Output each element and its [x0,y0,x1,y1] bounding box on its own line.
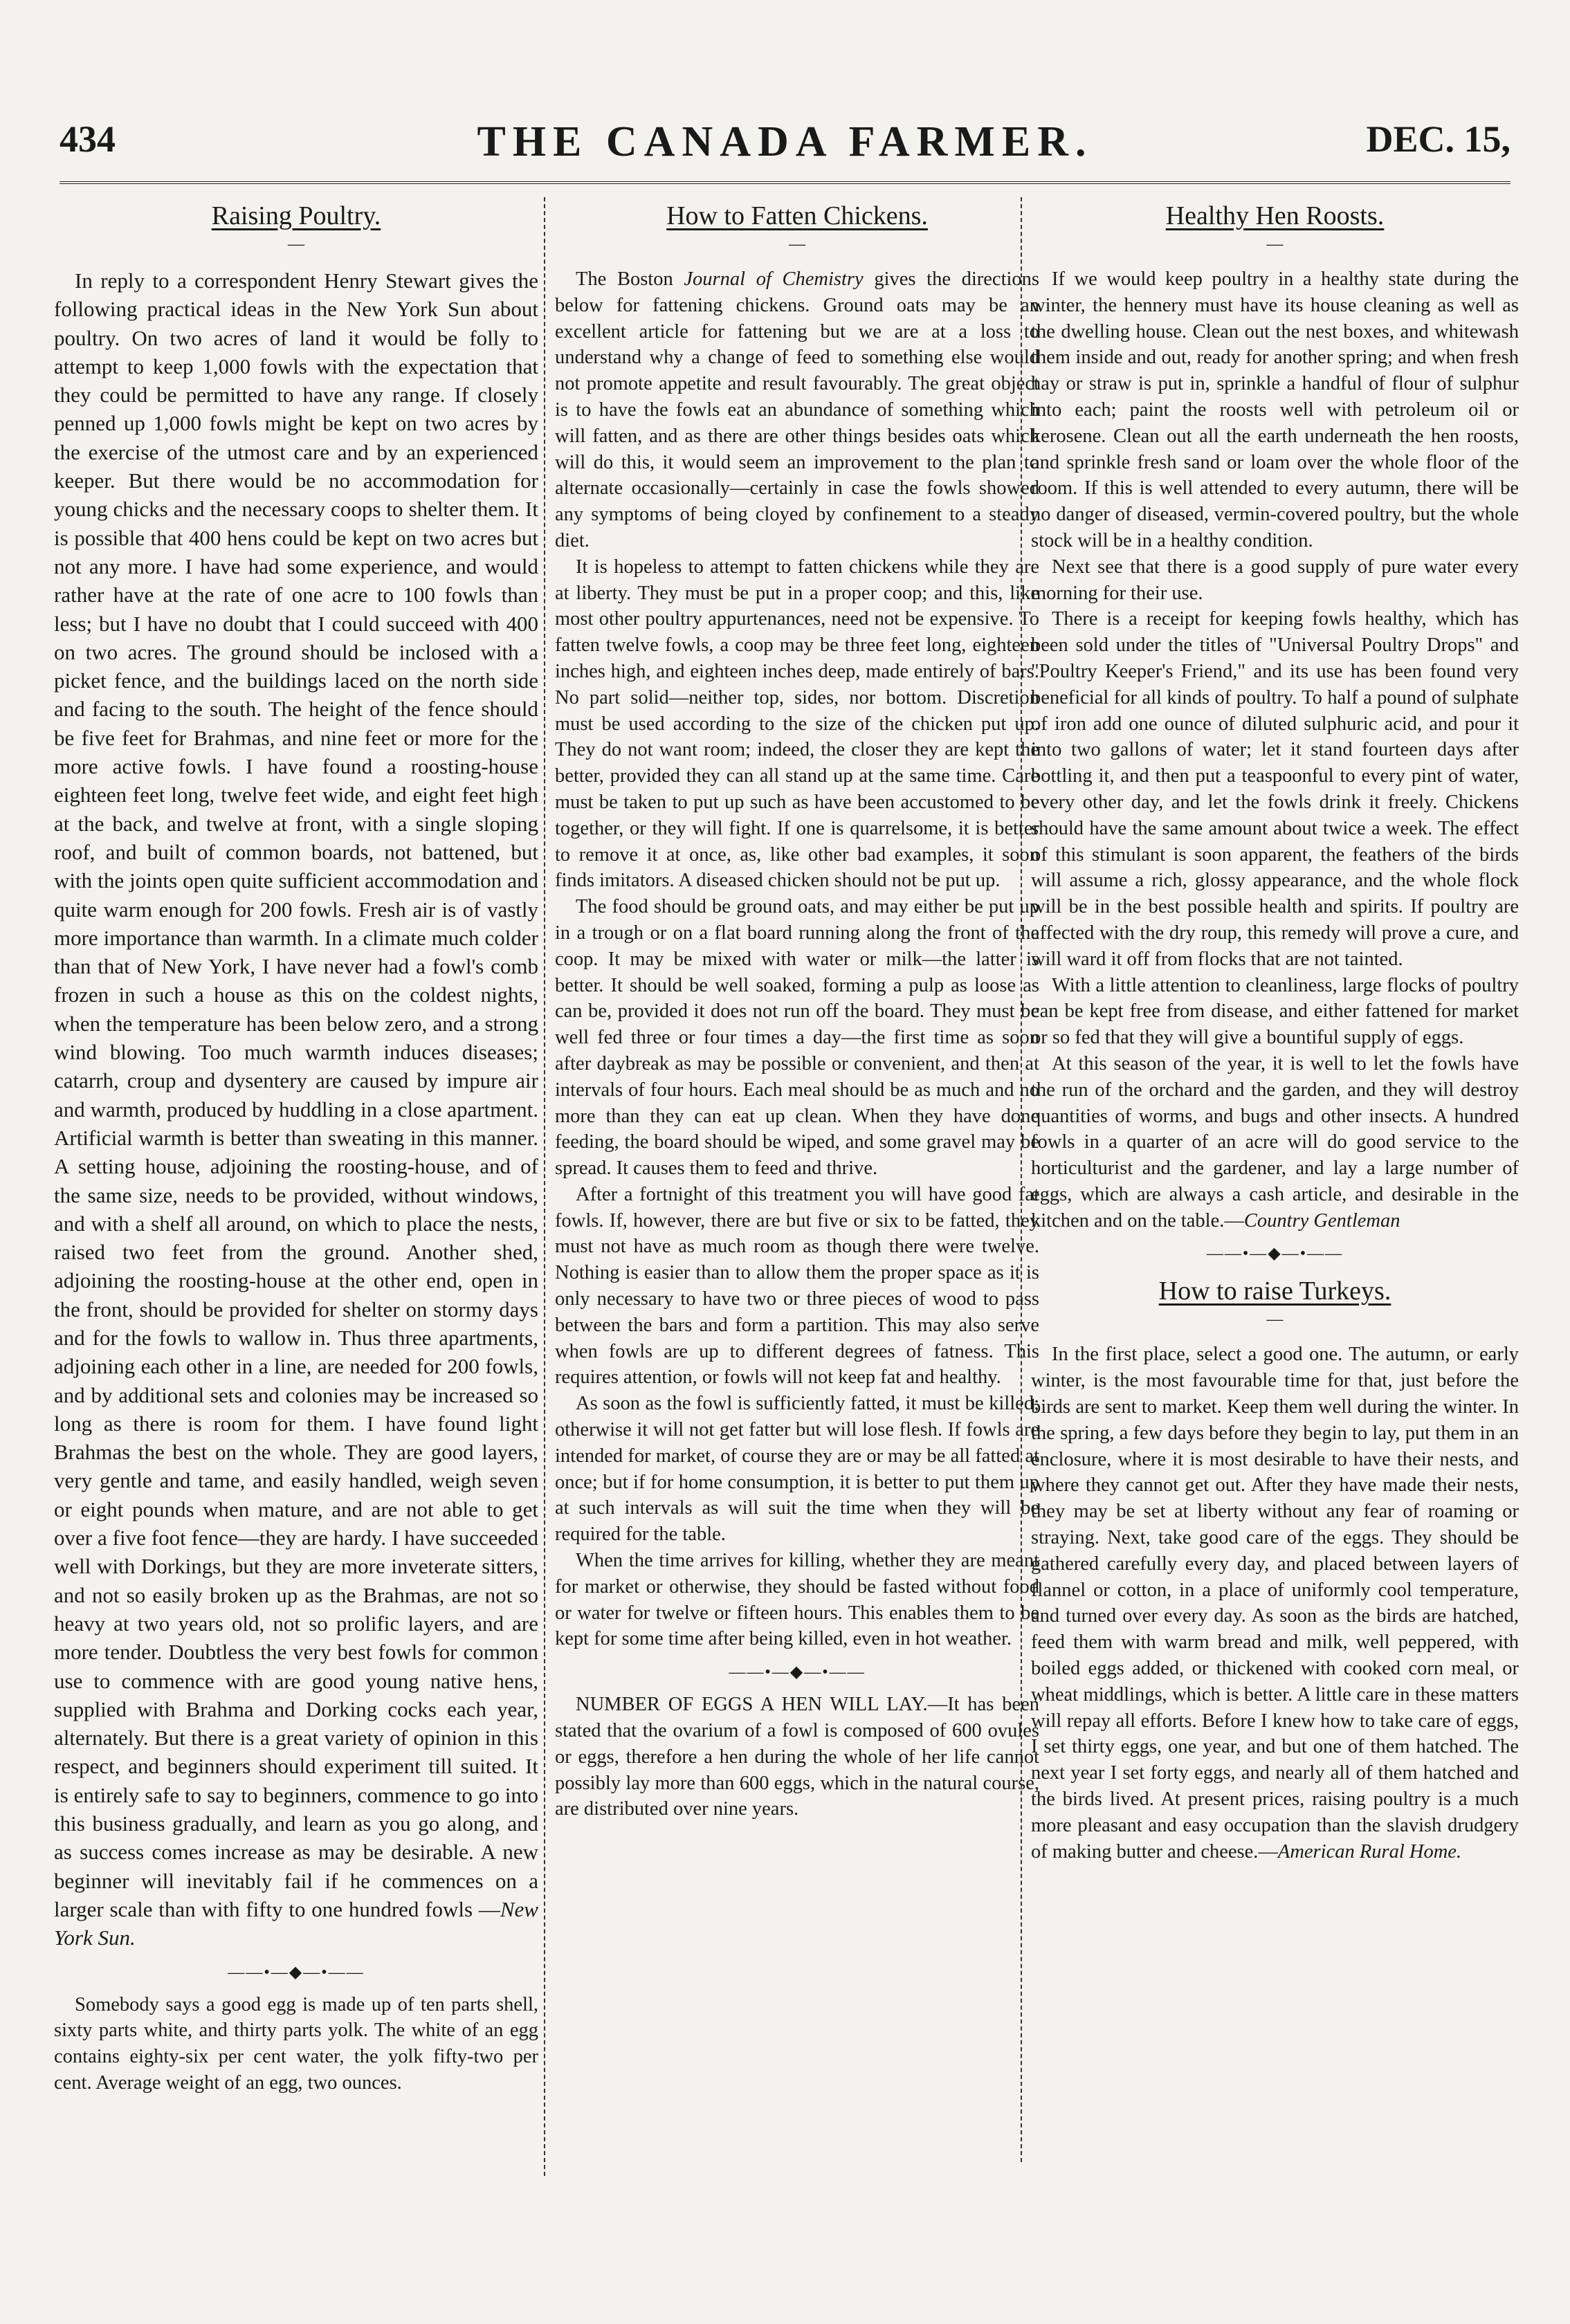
masthead-title: THE CANADA FARMER. [477,118,1093,165]
section-separator: ——•—◆—•—— [228,1963,365,1982]
paragraph-text: In reply to a correspondent Henry Stewart gives the following practical ideas in the New York Sun about poultry. On two acres of land it would be folly to attempt to keep 1,000 fowls with the expectation that they could be permitted to have any range. If closely penned up 1,000 fowls might be kept on two acres by the exercise of the utmost care and by an experienced keeper. But there would be no accommodation for young chicks and the necessary coops to shelter them. It is possible that 400 hens could be kept on two acres but not any more. I have had some experience, and would rather have at the rate of one acre to 100 fowls than less; but I have no doubt that I could succeed with 400 on two acres. The ground should be inclosed with a picket fence, and the buildings laced on the north side and facing to the south. The height of the fence should be five feet for Brahmas, and nine feet or more for the more active fowls. I have found a roosting-house eighteen feet long, twelve feet wide, and eight feet high at the back, and twelve at front, with a single sloping roof, and built of common boards, not battened, but with the joints open quite sufficient accommodation and quite warm enough for 200 fowls. Fresh air is of vastly more importance than warmth. In a climate much colder than that of New York, I have never had a fowl's comb frozen in such a house as this on the coldest nights, when the temperature has been below zero, and a strong wind blowing. Too much warmth induces diseases; catarrh, croup and dysentery are caused by impure air and warmth, produced by huddling in a close apartment. Artificial warmth is better than sweating in this manner. A setting house, adjoining the roosting-house, and of the same size, needs to be provided, without windows, and with a shelf all around, on which to place the nests, raised two feet from the ground. Another shed, adjoining the roosting-house at the other end, open in the front, should be provided for shelter on stormy days and for the fowls to wallow in. Thus three apartments, adjoining each other in a line, are needed for 200 fowls, and by additional sets and colonies may be increased so long as there is room for them. I have found light Brahmas the best on the whole. They are good layers, very gentle and tame, and easily handled, weigh seven or eight pounds when mature, and are not able to get over a five foot fence—they are hardy. I have succeeded well with Dorkings, but they are more inveterate sitters, and not so easily broken up as the Brahmas, are not so heavy at two years old, not so prolific layers, and are more tender. Doubtless the very best fowls for common use to commence with are good young native hens, supplied with Brahma and Dorking cocks each year, alternately. But there is a great variety of opinion in this respect, and beginners should experiment till suited. It is entirely safe to say to beginners, commence to go into this business gradually, and learn as you go along, and as success comes increase as may be desirable. A new beginner will inevitably fail if he commences on a larger scale than with fifty to one hundred fowls — [54,268,538,1921]
article-paragraph: When the time arrives for killing, whether they are meant for market or otherwise, they should be fasted without food or water for twelve or fifteen hours. This enables them to be kept for some time after being killed, even in hot weather. [555,1550,1039,1650]
article-paragraph: It is hopeless to attempt to fatten chickens while they are at liberty. They must be put in a proper coop; and this, like most other poultry appurtenances, need not be expensive. To fatten twelve fowls, a coop may be three feet long, eighteen inches high, and eighteen inches deep, made entirely of bars. No part solid—neither top, sides, nor bottom. Discretion must be used according to the size of the chicken put up. They do not want room; indeed, the closer they are kept the better, provided they can all stand up at the same time. Care must be taken to put up such as have been accustomed to be together, or they will fight. If one is quarrelsome, it is better to remove it at once, as, like other bad examples, it soon finds imitators. A diseased chicken should not be put up. [555,556,1039,892]
article-paragraph: There is a receipt for keeping fowls healthy, which has been sold under the titles of "Universal Poultry Drops" and "Poultry Keeper's Friend," and its use has been found very beneficial for all kinds of poultry. To half a pound of sulphate of iron add one ounce of diluted sulphuric acid, and pour it into two gallons of water; let it stand fourteen days after bottling it, and then put a teaspoonful to every pint of water, every other day, and let the fowls drink it freely. Chickens should have the same amount about twice a week. The effect of this stimulant is soon apparent, the feathers of the birds will assume a rich, glossy appearance, and the whole flock will be in the best possible health and spirits. If poultry are affected with the dry roup, this remedy will prove a cure, and will ward it off from flocks that are not tainted. [1031,608,1519,970]
article-source: Country Gentleman [1243,1209,1400,1232]
paragraph-text: gives the directions below for fattening chickens. Ground oats may be an excellent article for fattening but we are at a loss to understand why a change of feed to something else would not promote appetite and result favourably. The great object is to have the fowls eat an abundance of something which will fatten, and as there are other things besides oats which will do this, it would seem an improvement to the plan to alternate occasionally—certainly in case the fowls showed any symptoms of being cloyed by confinement to a steady diet. [555,268,1039,551]
page-number: 434 [60,118,116,160]
article-title-fatten-chickens: How to Fatten Chickens. [666,201,928,230]
column-divider [544,197,545,2176]
title-dash: — [1266,235,1284,253]
article-source: New York Sun. [54,1896,538,1950]
issue-date: DEC. 15, [1366,118,1510,160]
header-rule [60,181,1510,184]
article-paragraph: Next see that there is a good supply of pure water every morning for their use. [1031,556,1519,604]
article-paragraph: With a little attention to cleanliness, large flocks of poultry can be kept free from disease, and either fattened for market or so fed that they will give a bountiful supply of eggs. [1031,974,1519,1049]
article-paragraph [54,266,538,1952]
article-paragraph: As soon as the fowl is sufficiently fatted, it must be killed; otherwise it will not get fatter but will lose flesh. If fowls are intended for market, of course they are or may be all fatted at once; but if for home consumption, it is better to put them up at such intervals as will suit the time when they will be required for the table. [555,1393,1039,1546]
article-title-raising-poultry: Raising Poultry. [211,201,381,230]
article-title-hen-roosts: Healthy Hen Roosts. [1165,201,1385,230]
paragraph-text: —It has been stated that the ovarium of a fowl is composed of 600 ovules or eggs, therefore a hen during the whole of her life cannot possibly lay more than 600 eggs, which in the natural course, are distributed over nine years. [555,1694,1039,1820]
journal-name: Journal of Chemistry [684,268,864,290]
article-paragraph: After a fortnight of this treatment you will have good fat fowls. If, however, there are but five or six to be fatted, they must not have as much room as though there were twelve. Nothing is easier than to allow them the proper space as it is only necessary to have two or three pieces of wood to pass between the bars and form a partition. This may also serve when fowls are up to different degrees of fatness. This requires attention, or fowls will not keep fat and healthy. [555,1183,1039,1389]
article-paragraph [555,266,1039,554]
article-paragraph: Somebody says a good egg is made up of ten parts shell, sixty parts white, and thirty parts yolk. The white of an egg contains eighty-six per cent water, the yolk fifty-two per cent. Average weight of an egg, two ounces. [54,1993,538,2094]
article-title-raise-turkeys: How to raise Turkeys. [1158,1277,1391,1306]
article-paragraph: If we would keep poultry in a healthy state during the winter, the hennery must have its house cleaning as well as the dwelling house. Clean out the nest boxes, and whitewash them inside and out, ready for another spring; and when fresh hay or straw is put in, sprinkle a handful of flour of sulphur into each; paint the roosts well with petroleum oil or kerosene. Clean out all the earth underneath the hen roosts, and sprinkle fresh sand or loam over the whole floor of the room. If this is well attended to every autumn, there will be no danger of diseased, vermin-covered poultry, but the whole stock will be in a healthy condition. [1031,268,1519,551]
article-paragraph: The food should be ground oats, and may either be put up in a trough or on a flat board running along the front of the coop. It may be mixed with water or milk—the latter is better. It should be well soaked, forming a pulp as loose as can be, provided it does not run off the board. They must be well fed three or four times a day—the first time as soon after daybreak as may be possible or convenient, and then at intervals of four hours. Each meal should be as much and no more than they can eat up clean. When they have done feeding, the board should be wiped, and some gravel may be spread. It causes them to feed and thrive. [555,896,1039,1180]
column-3 [1031,188,1519,1865]
column-1 [54,188,538,2096]
article-paragraph [1031,1342,1519,1865]
article-paragraph [1031,1051,1519,1234]
paragraph-text: The Boston [576,268,684,290]
section-separator: ——•—◆—•—— [1206,1245,1344,1263]
article-source: American Rural Home. [1277,1840,1462,1863]
article-paragraph [555,1692,1039,1822]
paragraph-text: At this season of the year, it is well to let the fowls have the run of the orchard and the garden, and they will destroy quantities of worms, and bugs and other insects. A hundred fowls in a quarter of an acre will do good service to the horticulturist and the gardener, and lay a large number of eggs, which are always a cash article, and desirable in the kitchen and on the table.— [1031,1052,1519,1232]
column-2 [555,188,1039,1822]
paragraph-text: In the first place, select a good one. The autumn, or early winter, is the most favourable time for that, just before the birds are sent to market. Keep them well during the winter. In the spring, a few days before they begin to lay, put them in an enclosure, where it is most desirable to have their nests, and where they cannot get out. After they have made their nests, they may be set at liberty without any fear of roaming or straying. Next, take good care of the eggs. They should be gathered carefully every day, and placed between layers of flannel or cotton, in a place of uniformly cool temperature, and turned over every day. As soon as the birds are hatched, feed them with warm bread and milk, well peppered, with boiled eggs added, or thickened with cooked corn meal, or wheat middlings, which is better. A little care in these matters will repay all efforts. Before I knew how to take care of eggs, I set thirty eggs, one year, and but one of them hatched. The next year I set forty eggs, and nearly all of them hatched and the birds lived. At present prices, raising poultry is a much more pleasant and easy occupation than the slavish drudgery of making butter and cheese.— [1031,1344,1519,1863]
section-separator: ——•—◆—•—— [729,1663,866,1682]
run-in-heading: NUMBER OF EGGS A HEN WILL LAY. [576,1694,928,1716]
title-dash: — [288,235,304,253]
page-header [60,118,1510,173]
title-dash: — [789,235,805,253]
title-dash: — [1266,1310,1284,1329]
